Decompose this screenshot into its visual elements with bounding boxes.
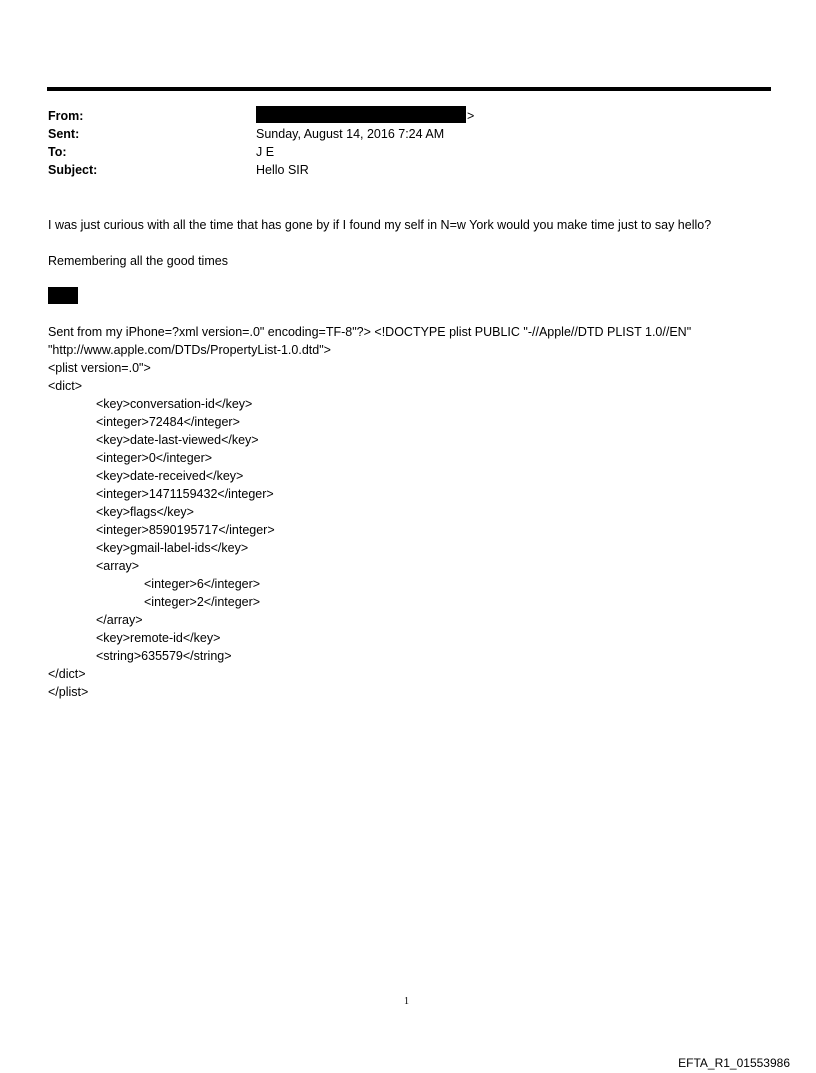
header-rule: [47, 87, 771, 91]
plist-line: <plist version=.0">: [48, 361, 151, 375]
plist-line: <key>date-received</key>: [96, 469, 244, 483]
plist-line: <integer>8590195717</integer>: [96, 523, 275, 537]
plist-line: <key>date-last-viewed</key>: [96, 433, 259, 447]
message-line: I was just curious with all the time that has gone by if I found my self in N=w York would you make time just to say hello?: [48, 218, 712, 232]
bates-number: EFTA_R1_01553986: [678, 1056, 790, 1070]
plist-line: <integer>0</integer>: [96, 451, 213, 465]
plist-line: </array>: [96, 613, 143, 627]
plist-line: </plist>: [48, 685, 89, 699]
plist-line: <key>conversation-id</key>: [96, 397, 253, 411]
signature-redaction: [48, 287, 78, 304]
from-suffix: >: [467, 109, 475, 123]
page-number: 1: [404, 996, 409, 1007]
plist-line: </dict>: [48, 667, 86, 681]
sent-value: Sunday, August 14, 2016 7:24 AM: [256, 127, 445, 141]
to-value: J E: [256, 145, 275, 159]
sent-from-line: "http://www.apple.com/DTDs/PropertyList-1.0.dtd">: [48, 343, 331, 357]
sent-label: Sent:: [48, 127, 80, 141]
plist-line: <integer>6</integer>: [144, 577, 261, 591]
from-redaction: [256, 106, 466, 123]
plist-line: <integer>72484</integer>: [96, 415, 240, 429]
plist-line: <integer>1471159432</integer>: [96, 487, 274, 501]
message-line: Remembering all the good times: [48, 254, 228, 268]
plist-line: <string>635579</string>: [96, 649, 232, 663]
sent-from-line: Sent from my iPhone=?xml version=.0" encoding=TF-8"?> <!DOCTYPE plist PUBLIC "-//Apple//DTD PLIST 1.0//EN": [48, 325, 692, 339]
plist-line: <array>: [96, 559, 140, 573]
plist-line: <key>remote-id</key>: [96, 631, 221, 645]
plist-line: <key>flags</key>: [96, 505, 194, 519]
plist-line: <integer>2</integer>: [144, 595, 261, 609]
subject-label: Subject:: [48, 163, 98, 177]
from-label: From:: [48, 109, 84, 123]
subject-value: Hello SIR: [256, 163, 309, 177]
to-label: To:: [48, 145, 67, 159]
plist-line: <dict>: [48, 379, 83, 393]
plist-line: <key>gmail-label-ids</key>: [96, 541, 249, 555]
